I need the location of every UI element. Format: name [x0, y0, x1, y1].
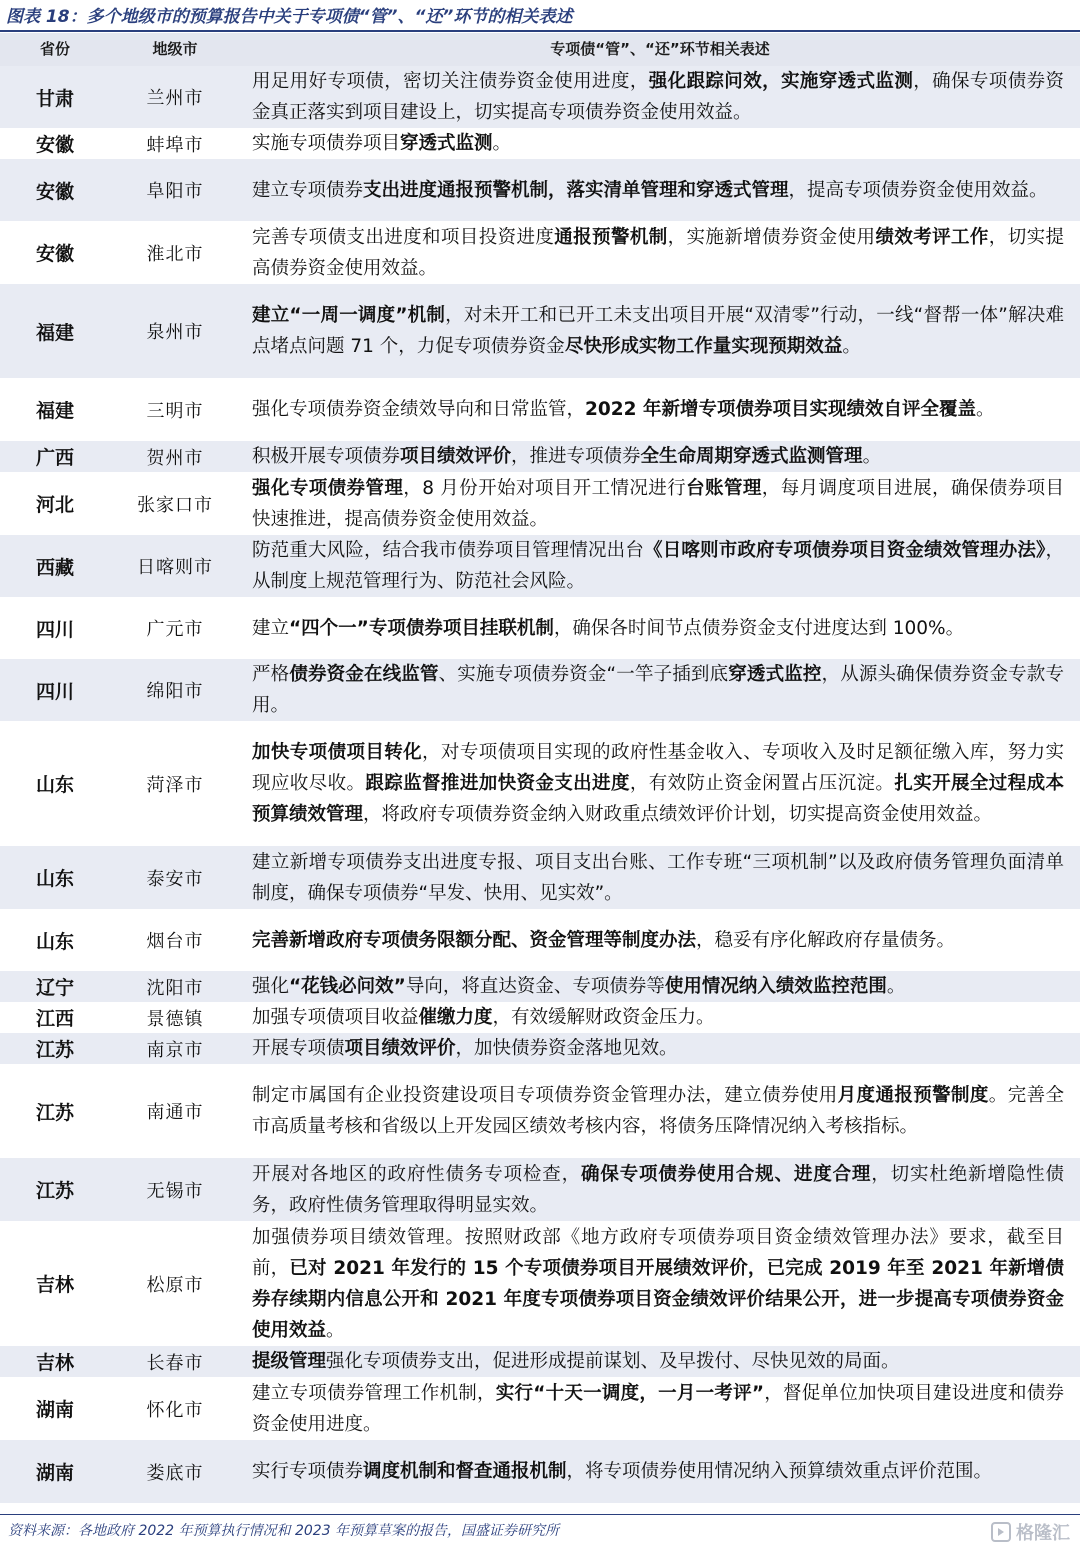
desc-bold-segment: 项目绩效评价 — [344, 1038, 456, 1059]
desc-segment: ，对专项债项目实现的政府性基金收入、专项收入及时足额征缴入库，努力实现应收尽收。 — [252, 742, 1064, 794]
desc-segment: 建立新增专项债券支出进度专报、项目支出台账、工作专班“三项机制”以及政府债务管理负面清单制度，确保专项债券“早发、快用、见实效”。 — [252, 851, 1064, 904]
desc-segment: ，有效缓解财政资金压力。 — [492, 1007, 715, 1028]
header-province: 省份 — [39, 40, 70, 58]
cell-description — [252, 472, 1064, 535]
table-row — [0, 597, 1080, 660]
desc-segment: 。完善全市高质量考核和省级以上开发园区绩效考核内容，将债务压降情况纳入考核指标。 — [252, 1085, 1064, 1137]
cell-description — [252, 1221, 1064, 1346]
cell-city: 泉州市 — [146, 322, 204, 343]
cell-description — [252, 535, 1064, 597]
cell-city: 娄底市 — [146, 1462, 204, 1484]
desc-segment: 实施专项债券项目 — [252, 133, 401, 154]
desc-segment: 完善专项债支出进度和项目投资进度 — [252, 226, 555, 248]
title-rule — [0, 30, 1080, 32]
table-row — [0, 1377, 1080, 1441]
table-row — [0, 1346, 1080, 1378]
desc-bold-segment: “花钱必问效” — [289, 976, 406, 997]
cell-city: 三明市 — [146, 400, 204, 422]
cell-description — [252, 378, 1064, 441]
desc-segment: ，从源头确保债券资金专款专用。 — [252, 664, 1064, 716]
desc-bold-segment: 完善新增政府专项债务限额分配、资金管理等制度办法 — [252, 929, 697, 951]
cell-province: 山东 — [35, 930, 74, 953]
table-row — [0, 66, 1080, 129]
table-row — [0, 159, 1080, 222]
desc-segment: 。 — [975, 399, 995, 420]
table-row — [0, 971, 1080, 1003]
cell-province: 福建 — [35, 321, 74, 344]
cell-description — [252, 284, 1064, 378]
desc-segment: ，加快债券资金落地见效。 — [455, 1038, 678, 1059]
desc-segment: ，切实提高债券资金使用效益。 — [252, 226, 1064, 279]
table-row — [0, 1064, 1080, 1159]
table-row — [0, 221, 1080, 285]
desc-segment: ，从制度上规范管理行为、防范社会风险。 — [252, 540, 1064, 592]
cell-city: 绵阳市 — [146, 681, 204, 702]
desc-segment: 开展对各地区的政府性债务专项检查， — [252, 1163, 581, 1185]
cell-city: 广元市 — [146, 619, 204, 640]
table-row — [0, 441, 1080, 473]
desc-bold-segment: 提级管理 — [252, 1351, 327, 1372]
desc-bold-segment: “四个一”专项债券项目挂联机制 — [289, 617, 554, 639]
cell-description — [252, 441, 1064, 472]
cell-province: 西藏 — [35, 556, 74, 579]
cell-description — [252, 66, 1064, 128]
table-row — [0, 846, 1080, 910]
cell-city: 阜阳市 — [146, 181, 204, 202]
desc-bold-segment: 使用情况纳入绩效监控范围 — [664, 976, 887, 997]
table-row — [0, 128, 1080, 160]
cell-province: 山东 — [35, 774, 74, 796]
desc-segment: ，督促单位加快项目建设进度和债券资金使用进度。 — [252, 1382, 1064, 1435]
desc-segment: 强化专项债券资金绩效导向和日常监管， — [252, 399, 586, 420]
desc-segment: 建立专项债券管理工作机制， — [252, 1382, 496, 1404]
cell-description — [252, 659, 1064, 721]
bottom-rule — [0, 1514, 1080, 1515]
cell-province: 吉林 — [35, 1274, 74, 1296]
desc-segment: 严格 — [252, 664, 290, 685]
desc-bold-segment: 穿透式监控 — [728, 664, 822, 685]
desc-bold-segment: 《日喀则市政府专项债券项目资金绩效管理办法》 — [644, 540, 1046, 561]
cell-city: 淮北市 — [146, 243, 204, 265]
table-row — [0, 659, 1080, 722]
cell-province: 山东 — [35, 868, 74, 890]
cell-description — [252, 1377, 1064, 1440]
desc-bold-segment: 绩效考评工作 — [875, 226, 989, 248]
cell-city: 张家口市 — [137, 494, 213, 516]
cell-province: 湖南 — [35, 1399, 74, 1421]
desc-segment: 。 — [842, 336, 861, 357]
desc-segment: 强化 — [252, 976, 290, 997]
desc-bold-segment: 通报预警机制 — [554, 226, 668, 248]
cell-city: 沈阳市 — [146, 977, 204, 999]
desc-segment: 强化专项债券支出，促进形成提前谋划、及早拨付、尽快见效的局面。 — [326, 1351, 900, 1372]
table-row — [0, 378, 1080, 442]
desc-segment: ，推进专项债券 — [511, 446, 641, 467]
watermark-text: 格隆汇 — [1016, 1523, 1070, 1544]
desc-segment: 防范重大风险，结合我市债券项目管理情况出台 — [252, 540, 645, 561]
cell-description — [252, 1158, 1064, 1221]
table-row — [0, 1033, 1080, 1065]
cell-city: 景德镇 — [146, 1008, 204, 1030]
cell-description — [252, 221, 1064, 284]
desc-segment: ，确保各时间节点债券资金支付进度达到 100%。 — [553, 617, 965, 639]
cell-city: 蚌埠市 — [146, 134, 204, 156]
desc-segment: 积极开展专项债券 — [252, 446, 401, 467]
desc-segment: 。 — [886, 976, 906, 997]
desc-segment: 加强债券项目绩效管理。按照财政部《地方政府专项债券项目资金绩效管理办法》要求，截至目前， — [252, 1226, 1064, 1279]
desc-bold-segment: 全生命周期穿透式监测管理 — [640, 446, 863, 467]
cell-description — [252, 846, 1064, 909]
desc-segment: 实行专项债券 — [252, 1461, 364, 1482]
desc-bold-segment: 调度机制和督查通报机制 — [363, 1461, 567, 1482]
desc-segment: ，有效防止资金闲置占压沉淀。 — [629, 773, 895, 794]
cell-province: 安徽 — [35, 134, 74, 156]
cell-province: 江苏 — [35, 1101, 74, 1124]
cell-city: 南通市 — [146, 1102, 204, 1123]
cell-description — [252, 909, 1064, 971]
table-row — [0, 1221, 1080, 1347]
desc-segment: ，提高专项债券资金使用效益。 — [788, 179, 1048, 201]
desc-bold-segment: 扎实开展全过程成本预算绩效管理 — [252, 773, 1064, 825]
desc-segment: ，将专项债券使用情况纳入预算绩效重点评价范围。 — [566, 1461, 993, 1482]
desc-segment: 制定市属国有企业投资建设项目专项债券资金管理办法，建立债券使用 — [252, 1085, 838, 1106]
desc-segment: ，对未开工和已开工未支出项目开展“双清零”行动，一线“督帮一体”解决难点堵点问题 71 个，力促专项债券资金 — [252, 305, 1064, 357]
table-row — [0, 909, 1080, 972]
cell-province: 湖南 — [35, 1462, 74, 1484]
desc-segment: 建立专项债券 — [252, 179, 364, 201]
cell-description — [252, 597, 1064, 659]
cell-city: 怀化市 — [146, 1399, 204, 1421]
desc-bold-segment: 尽快形成实物工作量实现预期效益 — [564, 336, 843, 357]
desc-bold-segment: 实行“十天一调度，一月一考评” — [495, 1382, 765, 1404]
cell-province: 江苏 — [35, 1180, 74, 1202]
cell-description — [252, 1002, 1064, 1033]
cell-province: 安徽 — [35, 180, 74, 203]
desc-bold-segment: 支出进度通报预警机制，落实清单管理和穿透式管理 — [363, 179, 789, 201]
cell-province: 安徽 — [35, 243, 74, 265]
desc-segment: 开展专项债 — [252, 1038, 345, 1059]
desc-bold-segment: 强化跟踪问效，实施穿透式监测 — [648, 71, 914, 92]
cell-province: 辽宁 — [35, 977, 74, 999]
desc-bold-segment: 2022 年新增专项债券项目实现绩效自评全覆盖 — [585, 399, 976, 420]
table-row — [0, 1440, 1080, 1504]
desc-segment: 。 — [492, 133, 512, 154]
table-header — [0, 33, 1080, 66]
cell-description — [252, 1346, 1064, 1377]
desc-segment: ，切实杜绝新增隐性债务，政府性债务管理取得明显实效。 — [252, 1163, 1064, 1216]
cell-description — [252, 1033, 1064, 1064]
desc-bold-segment: 债券资金在线监管 — [289, 664, 439, 685]
desc-bold-segment: 催缴力度 — [418, 1007, 493, 1028]
cell-city: 兰州市 — [146, 88, 204, 109]
cell-province: 江西 — [35, 1008, 74, 1030]
desc-segment: 建立 — [252, 617, 290, 639]
cell-province: 四川 — [35, 618, 74, 641]
desc-bold-segment: 建立“一周一调度”机制 — [252, 305, 446, 326]
cell-province: 四川 — [35, 680, 74, 703]
desc-bold-segment: 月度通报预警制度 — [837, 1085, 989, 1106]
desc-segment: 用足用好专项债，密切关注债券资金使用进度， — [252, 71, 649, 92]
header-desc: 专项债“管”、“还”环节相关表述 — [550, 40, 770, 58]
cell-province: 河北 — [35, 494, 74, 516]
desc-segment: 加强专项债项目收益 — [252, 1007, 419, 1028]
cell-description — [252, 971, 1064, 1002]
desc-segment: ，将政府专项债券资金纳入财政重点绩效评价计划，切实提高资金使用效益。 — [363, 804, 993, 825]
table-row — [0, 721, 1080, 847]
desc-segment: ，实施新增债券资金使用 — [667, 226, 876, 248]
cell-province: 福建 — [35, 400, 74, 422]
watermark — [990, 1518, 1070, 1546]
desc-bold-segment: 穿透式监测 — [400, 133, 493, 154]
figure-title: 图表 18：多个地级市的预算报告中关于专项债“管”、“还”环节的相关表述 — [6, 7, 573, 27]
cell-city: 泰安市 — [146, 868, 204, 890]
cell-city: 烟台市 — [146, 931, 204, 952]
cell-city: 日喀则市 — [137, 557, 213, 578]
cell-description — [252, 1064, 1064, 1158]
cell-city: 无锡市 — [146, 1180, 204, 1202]
table-row — [0, 472, 1080, 536]
desc-segment: ，每月调度项目进展，确保债券项目快速推进，提高债券资金使用效益。 — [252, 477, 1064, 530]
cell-description — [252, 721, 1064, 846]
cell-description — [252, 128, 1064, 159]
desc-bold-segment: 台账管理 — [686, 477, 762, 499]
table-row — [0, 284, 1080, 379]
desc-bold-segment: 加快专项债项目转化 — [252, 742, 423, 763]
cell-description — [252, 1440, 1064, 1503]
desc-segment: 。 — [862, 446, 882, 467]
cell-description — [252, 159, 1064, 221]
watermark-logo-icon — [990, 1521, 1012, 1543]
cell-province: 江苏 — [35, 1039, 74, 1061]
desc-segment: ，确保专项债券资金真正落实到项目建设上，切实提高专项债券资金使用效益。 — [252, 71, 1064, 123]
desc-segment: ，8 月份开始对项目开工情况进行 — [403, 477, 687, 499]
desc-bold-segment: 项目绩效评价 — [400, 446, 512, 467]
cell-city: 长春市 — [146, 1352, 204, 1374]
source-note: 资料来源：各地政府 2022 年预算执行情况和 2023 年预算草案的报告，国盛证券研究所 — [8, 1523, 560, 1539]
cell-city: 松原市 — [146, 1274, 204, 1296]
cell-province: 甘肃 — [35, 87, 74, 110]
cell-province: 吉林 — [35, 1352, 74, 1374]
cell-city: 菏泽市 — [146, 774, 204, 796]
table-row — [0, 1158, 1080, 1222]
desc-segment: ，稳妥有序化解政府存量债务。 — [696, 929, 956, 951]
desc-bold-segment: 强化专项债券管理 — [252, 477, 404, 499]
desc-segment: 、实施专项债券资金“一竿子插到底 — [438, 664, 729, 685]
desc-segment: 。 — [326, 1319, 345, 1341]
desc-segment: 导向，将直达资金、专项债券等 — [405, 976, 665, 997]
header-city: 地级市 — [152, 40, 198, 58]
cell-province: 广西 — [35, 447, 74, 469]
table-row — [0, 1002, 1080, 1034]
cell-city: 南京市 — [146, 1039, 204, 1061]
desc-bold-segment: 已对 2021 年发行的 15 个专项债券项目开展绩效评价，已完成 2019 年至 2021 年新增债券存续期内信息公开和 2021 年度专项债券项目资金绩效评价结果公开，进一步提高专项债券资金使用效益 — [252, 1257, 1064, 1341]
cell-city: 贺州市 — [146, 447, 204, 469]
desc-bold-segment: 跟踪监督推进加快资金支出进度 — [365, 773, 630, 794]
table-row — [0, 535, 1080, 598]
desc-bold-segment: 确保专项债券使用合规、进度合理 — [581, 1163, 872, 1185]
